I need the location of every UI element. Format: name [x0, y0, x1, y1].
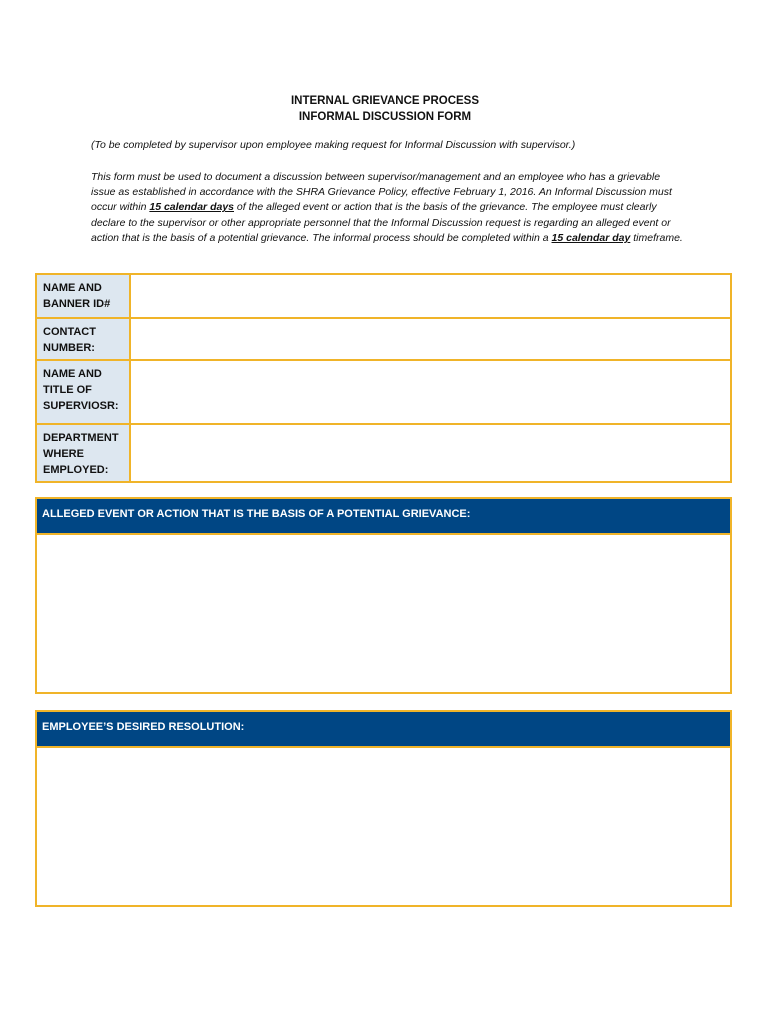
paragraph-text-2: of the alleged event or action that is the basis of the grievance. The employee must clearly declare to the supervisor or other appropriate personnel that the Informal Discussion request is regarding an alleged event or action that is the basis of a potential grievance. The informal process should be completed within a — [91, 201, 671, 244]
alleged-event-field[interactable] — [37, 535, 730, 692]
intro-note: (To be completed by supervisor upon employee making request for Informal Discussion with supervisor.) — [91, 139, 576, 151]
employee-info-table — [35, 273, 732, 483]
alleged-event-heading: ALLEGED EVENT OR ACTION THAT IS THE BASIS OF A POTENTIAL GRIEVANCE: — [37, 499, 730, 535]
supervisor-field[interactable] — [130, 360, 731, 424]
contact-number-field[interactable] — [130, 318, 731, 360]
form-title-line1: INTERNAL GRIEVANCE PROCESS — [290, 95, 480, 107]
emphasis-15-calendar-days: 15 calendar days — [149, 201, 234, 214]
paragraph-text-1: This form must be used to document a discussion between supervisor/management and an employee who has a grievable issue as established in accordance with the SHRA Grievance Policy, effective February 1, 2016. An Informal Discussion must occur within — [91, 171, 672, 214]
desired-resolution-heading: EMPLOYEE’S DESIRED RESOLUTION: — [37, 712, 730, 748]
name-banner-label: NAME AND BANNER ID# — [36, 274, 130, 318]
contact-number-label: CONTACT NUMBER: — [36, 318, 130, 360]
supervisor-label: NAME AND TITLE OF SUPERVIOSR: — [36, 360, 130, 424]
desired-resolution-section — [35, 710, 732, 907]
department-field[interactable] — [130, 424, 731, 482]
instructions-paragraph — [91, 170, 687, 246]
name-banner-field[interactable] — [130, 274, 731, 318]
paragraph-text-3: timeframe. — [630, 231, 683, 244]
emphasis-15-calendar-day: 15 calendar day — [551, 231, 631, 244]
alleged-event-section — [35, 497, 732, 694]
department-label: DEPARTMENT WHERE EMPLOYED: — [36, 424, 130, 482]
form-title-line2: INFORMAL DISCUSSION FORM — [298, 111, 472, 123]
desired-resolution-field[interactable] — [37, 748, 730, 905]
